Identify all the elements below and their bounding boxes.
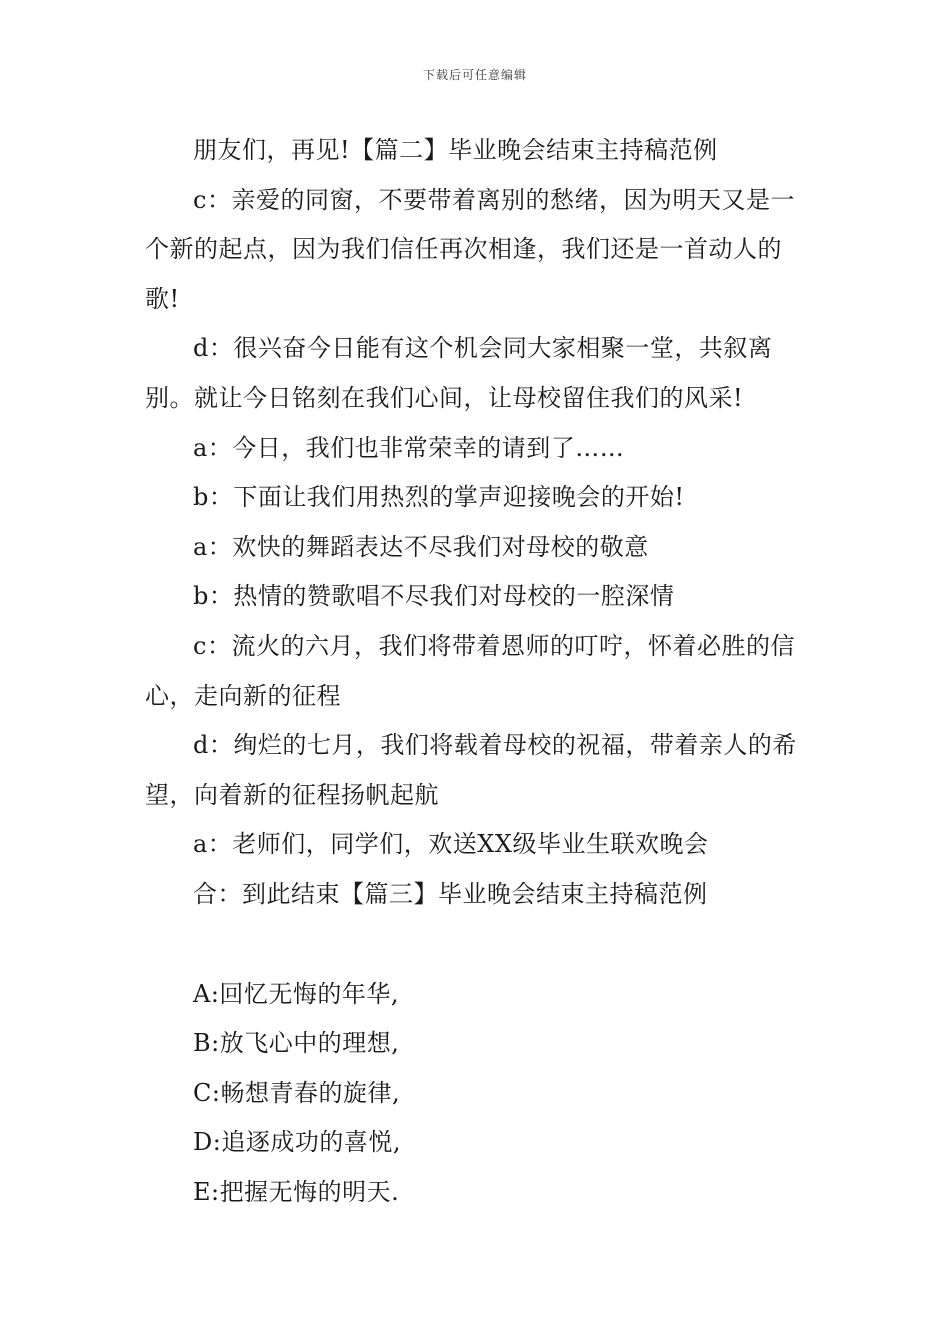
- document-body: [145, 126, 810, 1217]
- paragraph: d：绚烂的七月，我们将载着母校的祝福，带着亲人的希望，向着新的征程扬帆起航: [145, 731, 797, 809]
- paragraph: C:畅想青春的旋律,: [193, 1078, 401, 1107]
- paragraph: B:放飞心中的理想,: [193, 1029, 400, 1058]
- paragraph: D:追逐成功的喜悦,: [193, 1128, 401, 1157]
- paragraph: a：今日，我们也非常荣幸的请到了……: [193, 433, 625, 462]
- paragraph: A:回忆无悔的年华,: [193, 979, 400, 1008]
- paragraph: a：欢快的舞蹈表达不尽我们对母校的敬意: [193, 532, 649, 561]
- paragraph: b：下面让我们用热烈的掌声迎接晚会的开始!: [193, 483, 685, 512]
- paragraph: b：热情的赞歌唱不尽我们对母校的一腔深情: [193, 582, 675, 611]
- paragraph: E:把握无悔的明天.: [193, 1177, 400, 1206]
- paragraph: d：很兴奋今日能有这个机会同大家相聚一堂，共叙离别。就让今日铭刻在我们心间，让母校留住我们的风采!: [145, 334, 773, 412]
- paragraph: c：流火的六月，我们将带着恩师的叮咛，怀着必胜的信心，走向新的征程: [145, 631, 795, 710]
- paragraph: a：老师们，同学们，欢送XX级毕业生联欢晚会: [193, 830, 709, 859]
- blank-line: [145, 920, 810, 970]
- paragraph: 合：到此结束【篇三】毕业晚会结束主持稿范例: [193, 879, 708, 908]
- paragraph: c：亲爱的同窗，不要带着离别的愁绪，因为明天又是一个新的起点，因为我们信任再次相逢，我们还是一首动人的歌!: [145, 185, 795, 313]
- paragraph: 朋友们，再见!【篇二】毕业晚会结束主持稿范例: [193, 136, 718, 164]
- page-header-note: 下载后可任意编辑: [422, 68, 527, 82]
